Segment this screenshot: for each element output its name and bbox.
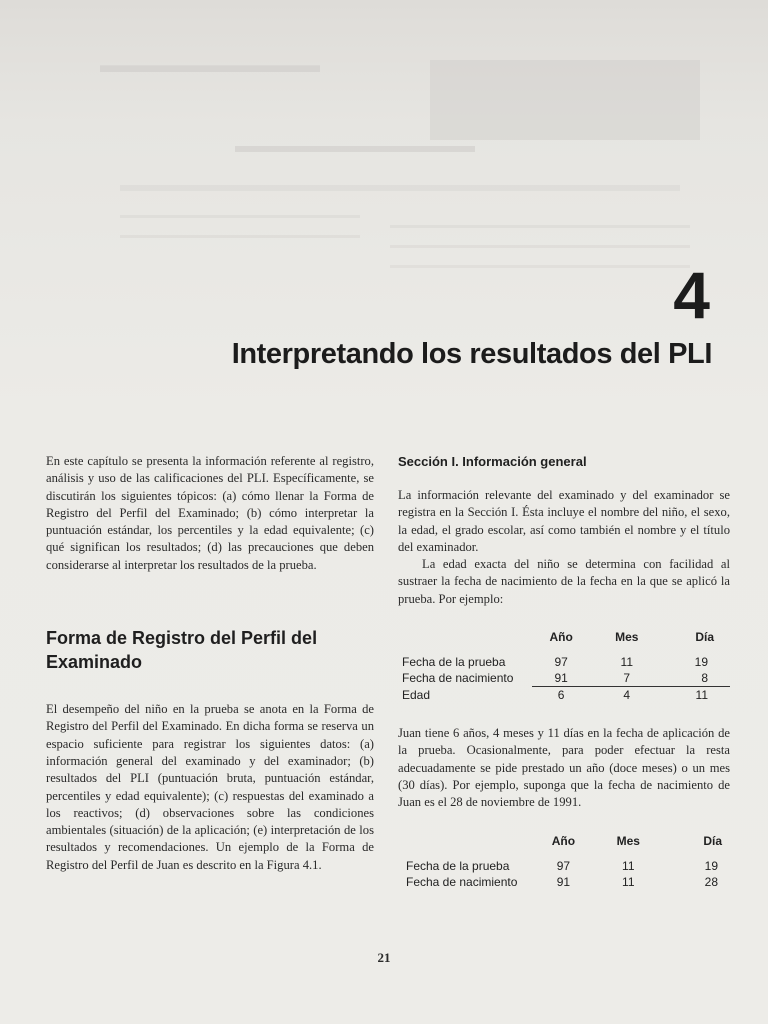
- table-header-year: Año: [551, 833, 576, 848]
- cell-day: 28: [704, 874, 718, 889]
- cell-month: 4: [623, 688, 631, 703]
- table-row: [406, 858, 730, 874]
- page-number: 21: [377, 950, 391, 965]
- age-example-table: [402, 630, 730, 703]
- age-calculation-paragraph: La edad exacta del niño se determina con facilidad al sustraer la fecha de nacimiento de la fecha en la que se aplicó la prueba. Por ejemplo:: [398, 557, 730, 606]
- intro-paragraph: En este capítulo se presenta la información referente al registro, análisis y uso de las calificaciones del PLI. Específicamente, se discutirán los siguientes tópicos: (a) cómo llenar la Forma de Registro del Perfil del Examinado; (b) cómo interpretar la puntuación estándar, los percentiles y la edad equivalente; (c) qué significan los resultados; (d) las precauciones que deben considerarse al interpretar los resultados de la prueba.: [46, 454, 374, 572]
- bleed-through-block: [430, 60, 700, 140]
- table-header-month: Mes: [615, 630, 639, 645]
- table-row: [406, 874, 730, 890]
- cell-year: 91: [532, 670, 591, 687]
- birthdate-example-table: [406, 834, 730, 890]
- table-header-month: Mes: [616, 833, 640, 848]
- cell-year: 97: [554, 655, 568, 670]
- bleed-through-line: [120, 185, 680, 191]
- row-label: Fecha de nacimiento: [406, 874, 518, 889]
- table-row: [402, 654, 730, 670]
- general-info-paragraph: La información relevante del examinado y del examinador se registra en la Sección I. Ésta incluye el nombre del niño, el sexo, la edad, el grado escolar, así como también el nombre y el título del examinador.: [398, 488, 730, 554]
- bleed-through-line: [120, 235, 360, 238]
- cell-month: 11: [622, 874, 635, 889]
- row-label: Fecha de la prueba: [402, 655, 506, 670]
- bleed-through-shadow: [60, 40, 700, 300]
- row-label: Fecha de la prueba: [406, 858, 510, 873]
- subsection-heading: Sección I. Información general: [398, 454, 587, 469]
- bleed-through-line: [390, 245, 690, 248]
- table-row: [402, 670, 730, 687]
- cell-day: 19: [694, 655, 708, 670]
- row-label: Edad: [402, 687, 431, 702]
- table-row: [402, 687, 730, 704]
- cell-day: 19: [704, 858, 718, 873]
- table-header-day: Día: [695, 630, 714, 645]
- cell-month: 11: [620, 655, 633, 670]
- cell-month: 7: [591, 670, 663, 687]
- chapter-title: Interpretando los resultados del PLI: [231, 338, 712, 370]
- bleed-through-line: [120, 215, 360, 218]
- section-heading: Forma de Registro del Perfil del Examinado: [46, 628, 318, 673]
- bleed-through-line: [390, 225, 690, 228]
- cell-day: 8: [663, 670, 730, 687]
- table-header-day: Día: [703, 833, 722, 848]
- cell-year: 97: [556, 858, 571, 873]
- cell-month: 11: [622, 858, 635, 873]
- right-column: [398, 453, 730, 890]
- chapter-number: 4: [673, 258, 710, 332]
- left-column: [46, 453, 374, 874]
- bleed-through-text: ▬▬▬▬▬▬▬▬▬▬: [100, 52, 320, 77]
- cell-year: 6: [557, 688, 565, 703]
- example-explanation-paragraph: Juan tiene 6 años, 4 meses y 11 días en la fecha de aplicación de la prueba. Ocasionalmente, para poder efectuar la resta adecuadamente se pide prestado un año (doce meses) o un mes (30 días). Por ejemplo, suponga que la fecha de nacimiento de Juan es el 28 de noviembre de 1991.: [398, 726, 730, 810]
- section-paragraph: El desempeño del niño en la prueba se anota en la Forma de Registro del Perfil del Examinado. En dicha forma se reserva un espacio suficiente para registrar los siguientes datos: (a) información general del examinado y del examinador; (b) resultados del PLI (puntuación bruta, puntuación estándar, percentiles y edad equivalente); (c) respuestas del examinado a los reactivos; (d) observaciones sobre las condiciones ambientales (situación) de la aplicación; (e) interpretación de los resultados y recomendaciones. Un ejemplo de la Forma de Registro del Perfil de Juan es descrito en la Figura 4.1.: [46, 702, 374, 872]
- cell-year: 91: [556, 874, 571, 889]
- table-header-year: Año: [549, 630, 573, 645]
- bleed-through-text: ▬▬▬▬▬▬▬▬▬▬▬▬: [235, 135, 475, 157]
- bleed-through-line: [390, 265, 690, 268]
- row-label: Fecha de nacimiento: [402, 671, 514, 686]
- cell-day: 11: [695, 688, 708, 703]
